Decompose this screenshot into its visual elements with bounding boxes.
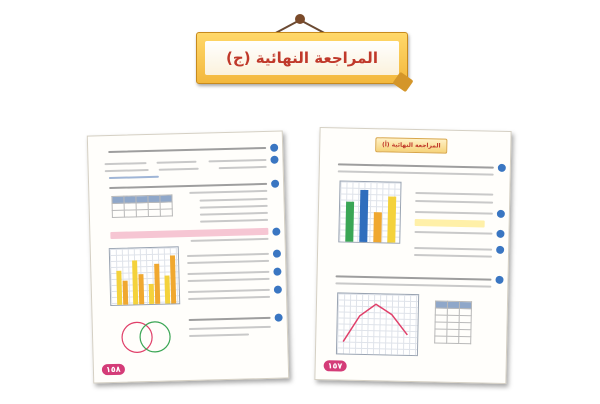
chart-bar bbox=[116, 271, 122, 305]
question-bullet bbox=[274, 286, 282, 294]
question-bullet bbox=[496, 230, 504, 238]
question-bullet bbox=[270, 144, 278, 152]
chart-bar bbox=[154, 264, 160, 304]
question-bullet bbox=[498, 164, 506, 172]
section-tag: المراجعة النهائية (أ) bbox=[375, 137, 447, 154]
small-data-table bbox=[111, 194, 173, 218]
question-bullet bbox=[496, 246, 504, 254]
question-bullet bbox=[275, 314, 283, 322]
nail-icon bbox=[295, 14, 305, 24]
line-chart bbox=[336, 292, 419, 356]
question-bullet bbox=[270, 156, 278, 164]
highlighted-text bbox=[110, 228, 268, 239]
highlighted-text bbox=[415, 219, 485, 227]
question-bullet bbox=[271, 180, 279, 188]
chart-bar bbox=[345, 202, 354, 242]
chart-bar bbox=[138, 274, 144, 304]
page-number: ١٥٧ bbox=[324, 360, 347, 371]
chart-bar bbox=[164, 275, 170, 303]
chart-bar bbox=[373, 212, 382, 242]
left-page-thumbnail bbox=[87, 130, 289, 383]
question-bullet bbox=[497, 210, 505, 218]
chart-bar bbox=[149, 284, 155, 304]
question-bullet bbox=[272, 228, 280, 236]
right-page-thumbnail bbox=[314, 127, 511, 384]
banner-title: المراجعة النهائية (ج) bbox=[226, 49, 378, 67]
page-number: ١٥٨ bbox=[102, 364, 125, 376]
venn-diagram bbox=[111, 316, 182, 358]
chart-bar bbox=[123, 281, 129, 305]
chart-bar bbox=[387, 196, 396, 242]
question-bullet bbox=[273, 250, 281, 258]
question-bullet bbox=[495, 276, 503, 284]
bar-chart bbox=[109, 246, 180, 306]
lesson-title-banner bbox=[196, 32, 408, 84]
chart-bar bbox=[359, 190, 368, 242]
small-data-table bbox=[434, 300, 472, 344]
bar-chart bbox=[338, 180, 401, 243]
question-bullet bbox=[273, 268, 281, 276]
